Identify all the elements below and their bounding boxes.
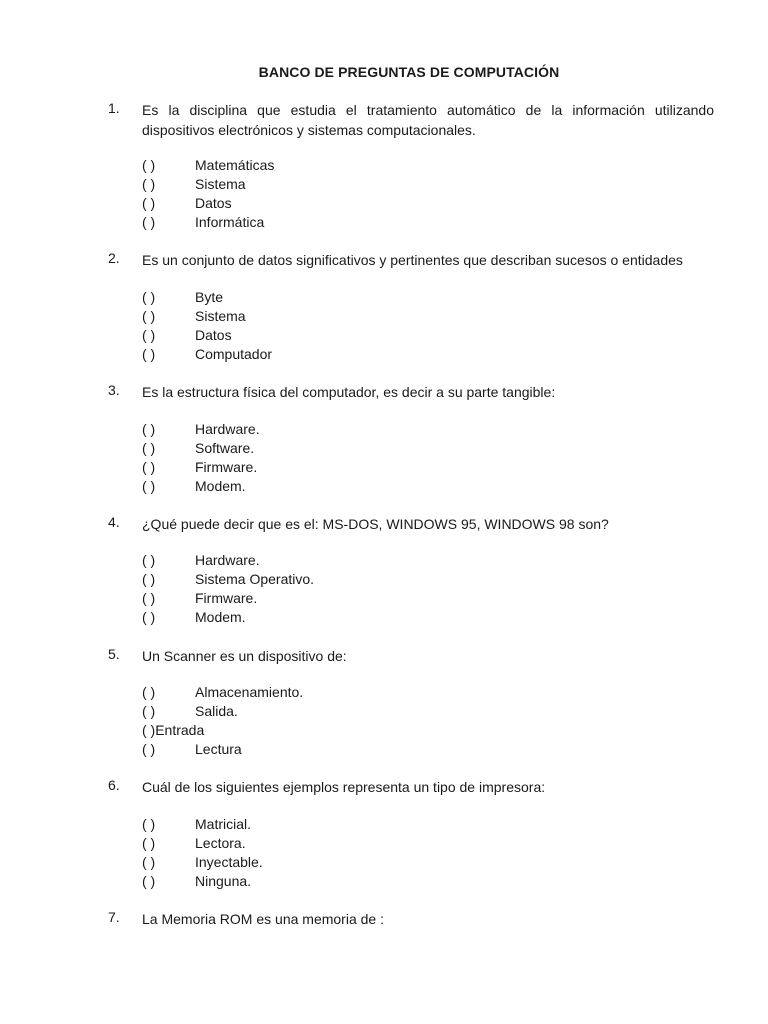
question-text: Cuál de los siguientes ejemplos representa un tipo de impresora:	[142, 779, 546, 795]
answer-checkbox[interactable]: ( )	[142, 609, 156, 625]
option-label: Ninguna.	[195, 873, 252, 889]
option-label: Matricial.	[195, 816, 252, 832]
option-item	[142, 551, 260, 570]
option-label: Informática	[195, 214, 265, 230]
option-label: Datos	[195, 327, 232, 343]
option-label: Entrada	[155, 722, 205, 738]
question-number: 4.	[108, 514, 120, 530]
answer-checkbox[interactable]: ( )	[142, 308, 156, 324]
option-label: Datos	[195, 195, 232, 211]
question-text: ¿Qué puede decir que es el: MS-DOS, WINDOWS 95, WINDOWS 98 son?	[142, 516, 609, 532]
option-label: Matemáticas	[195, 157, 275, 173]
answer-checkbox[interactable]: ( )	[142, 440, 156, 456]
option-label: Almacenamiento.	[195, 684, 304, 700]
option-item	[142, 175, 246, 194]
option-item	[142, 213, 264, 232]
option-item	[142, 420, 260, 439]
question-number: 2.	[108, 250, 120, 266]
question-text: Es un conjunto de datos significativos y pertinentes que describan sucesos o entidades	[142, 252, 683, 268]
option-label: Software.	[195, 440, 255, 456]
option-item	[142, 683, 303, 702]
question-text: Un Scanner es un dispositivo de:	[142, 648, 347, 664]
answer-checkbox[interactable]: ( )	[142, 157, 156, 173]
option-item	[142, 589, 257, 608]
question-text: Es la disciplina que estudia el tratamiento automático de la información utilizando dispositivos electrónicos y sistemas computacionales.	[142, 102, 714, 138]
question-number: 7.	[108, 909, 120, 925]
answer-checkbox[interactable]: ( )	[142, 854, 156, 870]
option-item	[142, 853, 263, 872]
option-item	[142, 307, 246, 326]
option-label: Lectora.	[195, 835, 246, 851]
answer-checkbox[interactable]: ( )	[142, 571, 156, 587]
answer-checkbox[interactable]: ( )	[142, 816, 156, 832]
option-item	[142, 156, 274, 175]
option-item	[142, 477, 246, 496]
answer-checkbox[interactable]: ( )	[142, 346, 156, 362]
question-number: 1.	[108, 100, 120, 116]
answer-checkbox[interactable]: ( )	[142, 195, 156, 211]
option-item	[142, 740, 242, 759]
option-item	[142, 702, 238, 721]
option-label: Modem.	[195, 609, 246, 625]
answer-checkbox[interactable]: ( )	[142, 590, 156, 606]
question-number: 5.	[108, 646, 120, 662]
answer-checkbox[interactable]: ( )	[142, 722, 156, 738]
option-item	[142, 721, 204, 740]
answer-checkbox[interactable]: ( )	[142, 214, 156, 230]
option-item	[142, 872, 251, 891]
answer-checkbox[interactable]: ( )	[142, 873, 156, 889]
question-text: La Memoria ROM es una memoria de :	[142, 911, 384, 927]
answer-checkbox[interactable]: ( )	[142, 703, 156, 719]
option-label: Modem.	[195, 478, 246, 494]
option-item	[142, 288, 223, 307]
answer-checkbox[interactable]: ( )	[142, 421, 156, 437]
answer-checkbox[interactable]: ( )	[142, 327, 156, 343]
option-item	[142, 834, 246, 853]
answer-checkbox[interactable]: ( )	[142, 289, 156, 305]
option-label: Inyectable.	[195, 854, 263, 870]
answer-checkbox[interactable]: ( )	[142, 459, 156, 475]
option-label: Lectura	[195, 741, 242, 757]
option-item	[142, 326, 232, 345]
option-item	[142, 570, 314, 589]
answer-checkbox[interactable]: ( )	[142, 176, 156, 192]
option-label: Sistema Operativo.	[195, 571, 315, 587]
question-text: Es la estructura física del computador, es decir a su parte tangible:	[142, 384, 556, 400]
option-item	[142, 458, 257, 477]
option-label: Sistema	[195, 308, 246, 324]
answer-checkbox[interactable]: ( )	[142, 835, 156, 851]
option-label: Hardware.	[195, 421, 260, 437]
answer-checkbox[interactable]: ( )	[142, 552, 156, 568]
answer-checkbox[interactable]: ( )	[142, 741, 156, 757]
option-label: Firmware.	[195, 459, 258, 475]
document-title: BANCO DE PREGUNTAS DE COMPUTACIÓN	[258, 64, 560, 80]
option-label: Sistema	[195, 176, 246, 192]
option-label: Computador	[195, 346, 273, 362]
option-label: Byte	[195, 289, 224, 305]
option-label: Hardware.	[195, 552, 260, 568]
question-number: 3.	[108, 382, 120, 398]
option-item	[142, 194, 232, 213]
answer-checkbox[interactable]: ( )	[142, 684, 156, 700]
option-label: Salida.	[195, 703, 238, 719]
question-number: 6.	[108, 777, 120, 793]
option-item	[142, 608, 246, 627]
option-item	[142, 815, 251, 834]
option-item	[142, 345, 272, 364]
option-item	[142, 439, 254, 458]
option-label: Firmware.	[195, 590, 258, 606]
answer-checkbox[interactable]: ( )	[142, 478, 156, 494]
